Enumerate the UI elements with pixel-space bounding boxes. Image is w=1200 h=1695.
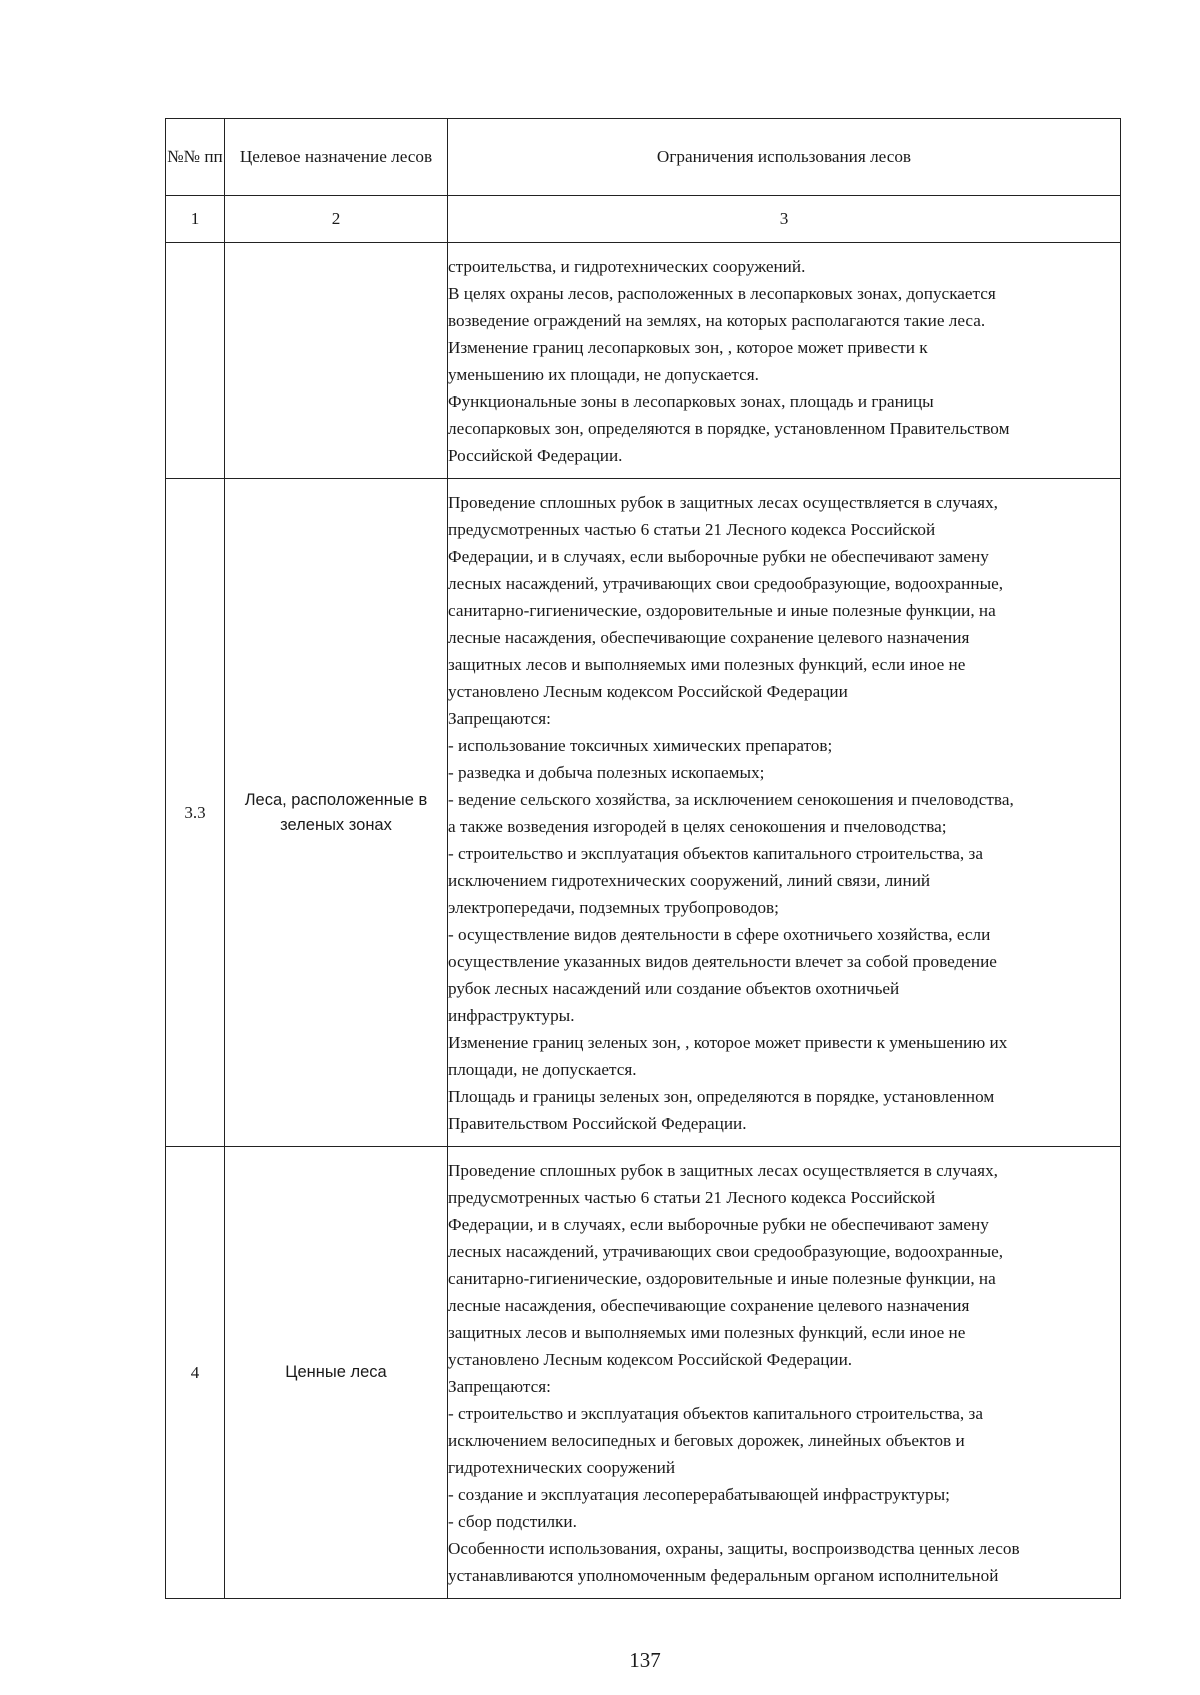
restriction-line: - сбор подстилки. bbox=[448, 1512, 577, 1531]
restriction-line: Федерации, и в случаях, если выборочные рубки не обеспечивают замену bbox=[448, 1215, 989, 1234]
restriction-line: Запрещаются: bbox=[448, 1377, 551, 1396]
header-purpose: Целевое назначение лесов bbox=[225, 119, 448, 196]
restriction-line: установлено Лесным кодексом Российской Федерации. bbox=[448, 1350, 853, 1369]
table-row bbox=[166, 243, 1121, 479]
restriction-line: В целях охраны лесов, расположенных в лесопарковых зонах, допускается bbox=[448, 284, 996, 303]
restriction-line: Проведение сплошных рубок в защитных лесах осуществляется в случаях, bbox=[448, 1161, 998, 1180]
restriction-line: Запрещаются: bbox=[448, 709, 551, 728]
row-number: 3.3 bbox=[166, 479, 225, 1147]
restriction-line: лесных насаждений, утрачивающих свои средообразующие, водоохранные, bbox=[448, 574, 1004, 593]
header-row bbox=[166, 119, 1121, 196]
restriction-line: предусмотренных частью 6 статьи 21 Лесного кодекса Российской bbox=[448, 1188, 936, 1207]
restriction-line: Правительством Российской Федерации. bbox=[448, 1114, 747, 1133]
restriction-line: устанавливаются уполномоченным федеральным органом исполнительной bbox=[448, 1566, 999, 1585]
restriction-line: инфраструктуры. bbox=[448, 1006, 575, 1025]
restriction-line: санитарно-гигиенические, оздоровительные и иные полезные функции, на bbox=[448, 1269, 996, 1288]
restriction-line: - использование токсичных химических препаратов; bbox=[448, 736, 833, 755]
table-row bbox=[166, 479, 1121, 1147]
restriction-line: исключением гидротехнических сооружений, линий связи, линий bbox=[448, 871, 931, 890]
column-number: 3 bbox=[448, 196, 1121, 243]
restriction-line: - ведение сельского хозяйства, за исключением сенокошения и пчеловодства, bbox=[448, 790, 1014, 809]
restriction-line: - разведка и добыча полезных ископаемых; bbox=[448, 763, 765, 782]
restriction-line: Российской Федерации. bbox=[448, 446, 623, 465]
restriction-line: - осуществление видов деятельности в сфере охотничьего хозяйства, если bbox=[448, 925, 991, 944]
restriction-line: площади, не допускается. bbox=[448, 1060, 637, 1079]
restriction-line: строительства, и гидротехнических сооружений. bbox=[448, 257, 806, 276]
restriction-line: предусмотренных частью 6 статьи 21 Лесного кодекса Российской bbox=[448, 520, 936, 539]
page-number: 137 bbox=[629, 1648, 661, 1672]
table-row bbox=[166, 1147, 1121, 1599]
restriction-line: осуществление указанных видов деятельности влечет за собой проведение bbox=[448, 952, 997, 971]
restriction-line: Особенности использования, охраны, защиты, воспроизводства ценных лесов bbox=[448, 1539, 1020, 1558]
restriction-line: лесопарковых зон, определяются в порядке, установленном Правительством bbox=[448, 419, 1010, 438]
restriction-line: лесные насаждения, обеспечивающие сохранение целевого назначения bbox=[448, 1296, 970, 1315]
restriction-line: Проведение сплошных рубок в защитных лесах осуществляется в случаях, bbox=[448, 493, 998, 512]
row-restrictions bbox=[448, 1147, 1121, 1599]
restriction-line: - создание и эксплуатация лесоперерабатывающей инфраструктуры; bbox=[448, 1485, 950, 1504]
restriction-line: Функциональные зоны в лесопарковых зонах, площадь и границы bbox=[448, 392, 934, 411]
header-num: №№ пп bbox=[166, 119, 225, 196]
row-number bbox=[166, 243, 225, 479]
restriction-line: лесных насаждений, утрачивающих свои средообразующие, водоохранные, bbox=[448, 1242, 1004, 1261]
restriction-line: - строительство и эксплуатация объектов капитального строительства, за bbox=[448, 1404, 983, 1423]
row-purpose: Ценные леса bbox=[225, 1147, 448, 1599]
restriction-line: защитных лесов и выполняемых ими полезных функций, если иное не bbox=[448, 655, 966, 674]
header-restrictions: Ограничения использования лесов bbox=[448, 119, 1121, 196]
restriction-line: Изменение границ лесопарковых зон, , которое может привести к bbox=[448, 338, 928, 357]
restriction-line: санитарно-гигиенические, оздоровительные и иные полезные функции, на bbox=[448, 601, 996, 620]
forest-restrictions-table bbox=[165, 118, 1121, 1599]
restriction-line: гидротехнических сооружений bbox=[448, 1458, 676, 1477]
column-number: 1 bbox=[166, 196, 225, 243]
column-number: 2 bbox=[225, 196, 448, 243]
row-restrictions bbox=[448, 479, 1121, 1147]
restriction-line: установлено Лесным кодексом Российской Федерации bbox=[448, 682, 848, 701]
restriction-line: рубок лесных насаждений или создание объектов охотничьей bbox=[448, 979, 900, 998]
restriction-line: Федерации, и в случаях, если выборочные рубки не обеспечивают замену bbox=[448, 547, 989, 566]
row-purpose bbox=[225, 243, 448, 479]
restriction-line: Площадь и границы зеленых зон, определяются в порядке, установленном bbox=[448, 1087, 995, 1106]
restriction-line: защитных лесов и выполняемых ими полезных функций, если иное не bbox=[448, 1323, 966, 1342]
restriction-line: электропередачи, подземных трубопроводов; bbox=[448, 898, 779, 917]
restriction-line: а также возведения изгородей в целях сенокошения и пчеловодства; bbox=[448, 817, 947, 836]
restriction-line: - строительство и эксплуатация объектов капитального строительства, за bbox=[448, 844, 983, 863]
restriction-line: уменьшению их площади, не допускается. bbox=[448, 365, 759, 384]
column-number-row bbox=[166, 196, 1121, 243]
row-number: 4 bbox=[166, 1147, 225, 1599]
row-purpose: Леса, расположенные в зеленых зонах bbox=[225, 479, 448, 1147]
row-restrictions bbox=[448, 243, 1121, 479]
restriction-line: лесные насаждения, обеспечивающие сохранение целевого назначения bbox=[448, 628, 970, 647]
restriction-line: исключением велосипедных и беговых дорожек, линейных объектов и bbox=[448, 1431, 965, 1450]
restriction-line: Изменение границ зеленых зон, , которое может привести к уменьшению их bbox=[448, 1033, 1008, 1052]
restriction-line: возведение ограждений на землях, на которых располагаются такие леса. bbox=[448, 311, 986, 330]
